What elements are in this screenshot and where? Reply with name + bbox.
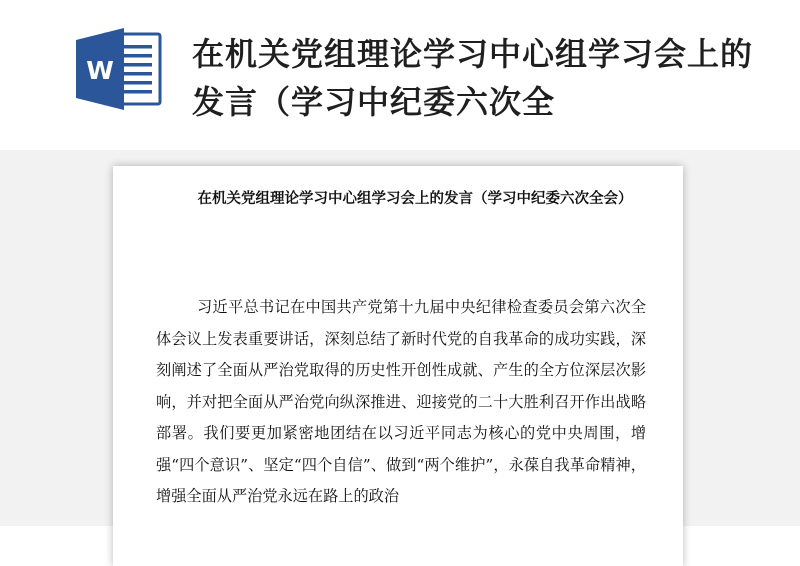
document-title: 在机关党组理论学习中心组学习会上的发言（学习中纪委六次全会） bbox=[197, 190, 633, 207]
header-title: 在机关党组理论学习中心组学习会上的发言（学习中纪委六次全 bbox=[192, 35, 754, 121]
word-document-icon bbox=[76, 28, 166, 110]
header-banner bbox=[0, 0, 800, 150]
word-icon-letter: W bbox=[86, 56, 114, 85]
document-paragraph: 习近平总书记在中国共产党第十九届中央纪律检查委员会第六次全体会议上发表重要讲话，深刻总结了新时代党的自我革命的成功实践，深刻阐述了全面从严治党取得的历史性开创性成就、产生的全方位深层次影响，并对把全面从严治党向纵深推进、迎接党的二十大胜利召开作出战略部署。我们要更加紧密地团结在以习近平同志为核心的党中央周围，增强“四个意识”、坚定“四个自信”、做到“两个维护”，永葆自我革命精神，增强全面从严治党永远在路上的政治 bbox=[156, 298, 646, 505]
